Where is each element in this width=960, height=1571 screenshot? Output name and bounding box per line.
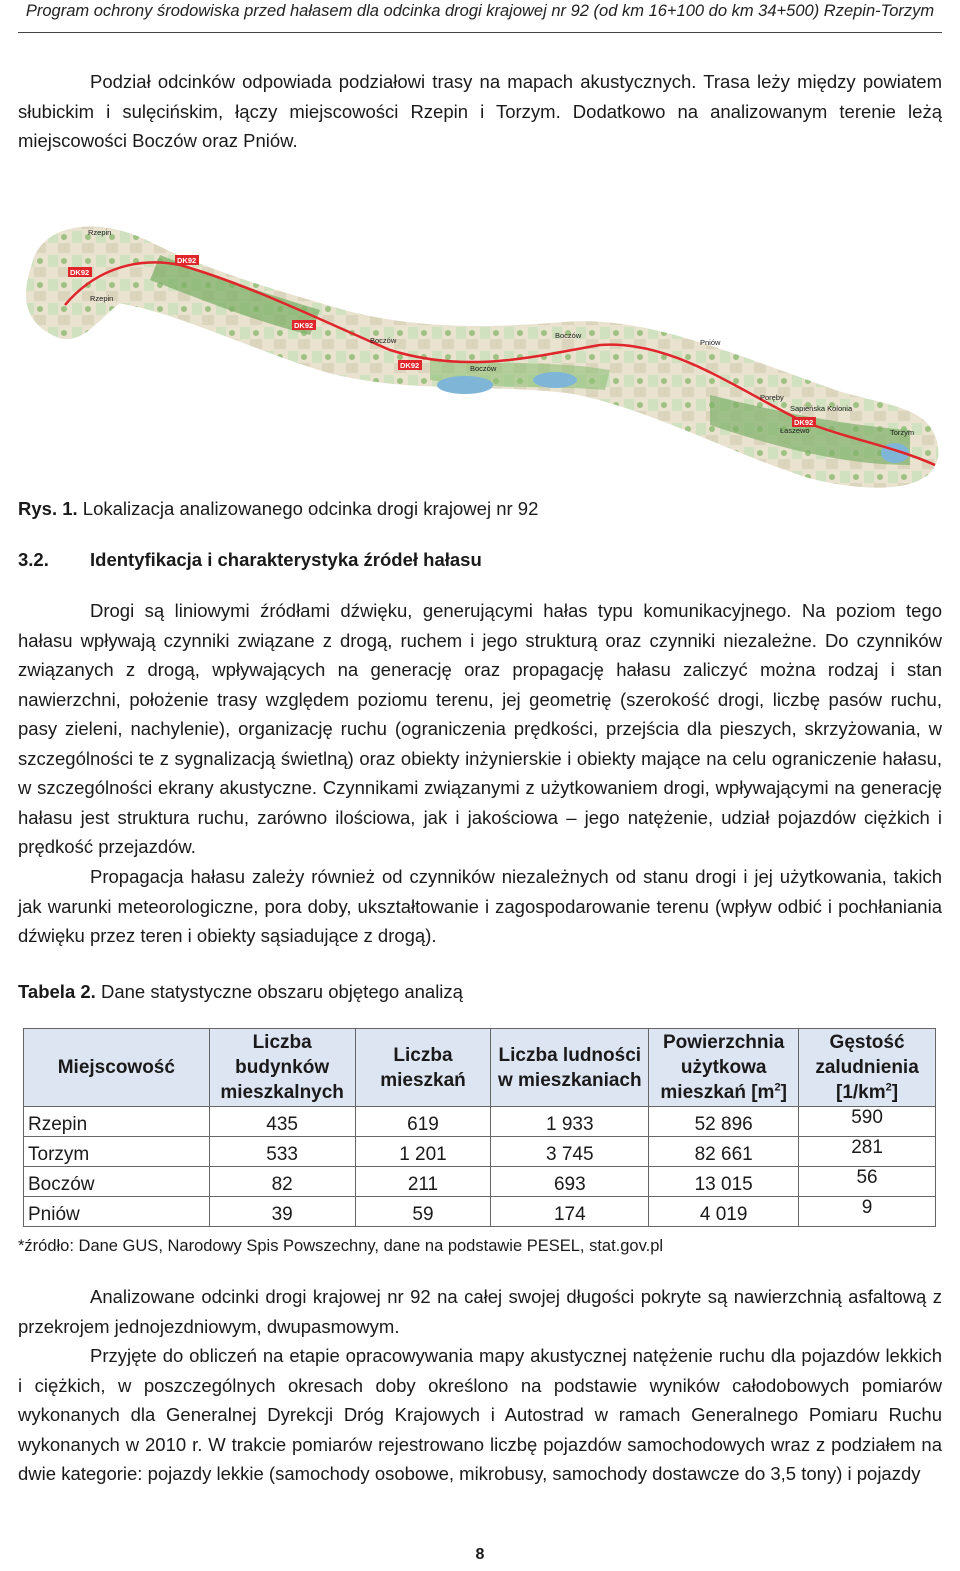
section-number: 3.2. <box>18 549 49 570</box>
header-divider <box>18 32 942 33</box>
body-paragraph: Propagacja hałasu zależy również od czynników niezależnych od stanu drogi i jej użytkowania, takich jak warunki meteorologiczne, pora doby, ukształtowanie i zagospodarowanie terenu (wpływ odbić i pochłaniania dźwięku przez teren i obiekty sąsiadujące z drogą). <box>18 866 942 946</box>
cell-floor-area: 52 896 <box>649 1107 799 1137</box>
table-header-row <box>24 1029 936 1107</box>
cell-dwellings: 59 <box>355 1197 491 1227</box>
page-number: 8 <box>475 1546 485 1563</box>
intro-paragraph: Podział odcinków odpowiada podziałowi trasy na mapach akustycznych. Trasa leży między powiatem słubickim i sulęcińskim, łączy miejscowości Rzepin i Torzym. Dodatkowo na analizowanym terenie leżą miejscowości Boczów oraz Pniów. <box>18 71 942 151</box>
road-shield <box>68 267 92 277</box>
lake <box>437 376 493 394</box>
place-label: Poręby <box>760 393 784 402</box>
cell-population: 3 745 <box>491 1137 649 1167</box>
cell-floor-area: 4 019 <box>649 1197 799 1227</box>
svg-text:DK92: DK92 <box>177 256 197 265</box>
closing-paragraph: Analizowane odcinki drogi krajowej nr 92 na całej swojej długości pokryte są nawierzchnią asfaltową z przekrojem jednojezdniowym, dwupasmowym. <box>18 1286 942 1337</box>
svg-text:DK92: DK92 <box>294 321 314 330</box>
section-title: Identyfikacja i charakterystyka źródeł hałasu <box>90 549 482 570</box>
cell-locality: Torzym <box>24 1137 210 1167</box>
table-source-note: *źródło: Dane GUS, Narodowy Spis Powszechny, dane na podstawie PESEL, stat.gov.pl <box>18 1237 664 1255</box>
cell-locality: Boczów <box>24 1167 210 1197</box>
svg-text:DK92: DK92 <box>400 361 420 370</box>
svg-text:DK92: DK92 <box>794 418 814 427</box>
table-title <box>18 980 463 1004</box>
cell-dwellings: 619 <box>355 1107 491 1137</box>
running-header: Program ochrony środowiska przed hałasem dla odcinka drogi krajowej nr 92 (od km 16+100 do km 34+500) Rzepin-Torzym <box>25 2 935 20</box>
statistics-table <box>23 1028 936 1227</box>
road-shield <box>175 255 199 265</box>
svg-text:DK92: DK92 <box>70 268 90 277</box>
column-header: Liczba ludności w mieszkaniach <box>491 1029 649 1107</box>
cell-dwellings: 1 201 <box>355 1137 491 1167</box>
place-label: Sapieńska Kolonia <box>790 404 853 413</box>
table-label: Tabela 2. <box>18 981 96 1002</box>
cell-buildings: 39 <box>209 1197 355 1227</box>
cell-floor-area: 82 661 <box>649 1137 799 1167</box>
cell-population: 693 <box>491 1167 649 1197</box>
cell-density: 590 <box>799 1107 936 1137</box>
route-map <box>10 195 950 495</box>
road-shield <box>292 320 316 330</box>
column-header: Miejscowość <box>24 1029 210 1107</box>
figure-caption <box>18 497 538 521</box>
table-row <box>24 1137 936 1167</box>
table-title-text: Dane statystyczne obszaru objętego analizą <box>100 981 463 1002</box>
body-paragraph: Drogi są liniowymi źródłami dźwięku, generującymi hałas typu komunikacyjnego. Na poziom tego hałasu wpływają czynniki związane z drogą, ruchem i jego strukturą oraz czynniki niezależne. Do czynników związanych z drogą, wpływających na generację oraz propagację hałasu zaliczyć można rodzaj i stan nawierzchni, położenie trasy względem poziomu terenu, jej geometrię (szerokość drogi, liczbę pasów ruchu, pasy zieleni, nachylenie), organizację ruchu (ograniczenia prędkości, przejścia dla pieszych, skrzyżowania, w szczególności te z sygnalizacją świetlną) oraz obiekty inżynierskie i obiekty mające na celu ograniczenie hałasu, w szczególności ekrany akustyczne. Czynnikami związanymi z użytkowaniem drogi, wpływającymi na generację hałasu jest struktura ruchu, zarówno ilościowa, jak i jakościowa – jego natężenie, udział pojazdów ciężkich i prędkość przejazdów. <box>18 600 942 857</box>
place-label: Boczów <box>470 364 497 373</box>
place-label: Boczów <box>370 336 397 345</box>
road-shield <box>398 360 422 370</box>
place-label: Rzepin <box>90 294 114 303</box>
closing-paragraph: Przyjęte do obliczeń na etapie opracowywania mapy akustycznej natężenie ruchu dla pojazdów lekkich i ciężkich, w poszczególnych okresach doby określono na podstawie wyników całodobowych pomiarów wykonanych dla Generalnej Dyrekcji Dróg Krajowych i Autostrad w ramach Generalnego Pomiaru Ruchu wykonanych w 2010 r. W trakcie pomiarów rejestrowano liczbę pojazdów samochodowych wraz z podziałem na dwie kategorie: pojazdy lekkie (samochody osobowe, mikrobusy, samochody dostawcze do 3,5 tony) i pojazdy <box>18 1345 942 1484</box>
cell-population: 174 <box>491 1197 649 1227</box>
place-label: Rzepin <box>88 228 112 237</box>
column-header: Gęstość zaludnienia $[1/km^2]$ <box>799 1029 936 1107</box>
lake <box>533 372 577 388</box>
figure-label: Rys. 1. <box>18 498 78 519</box>
section-heading <box>18 548 482 572</box>
cell-locality: Pniów <box>24 1197 210 1227</box>
figure-caption-text: Lokalizacja analizowanego odcinka drogi krajowej nr 92 <box>82 498 539 519</box>
cell-density: 281 <box>799 1137 936 1167</box>
column-header: Liczba budynków mieszkalnych <box>209 1029 355 1107</box>
place-label: Łaszewo <box>780 426 810 435</box>
cell-buildings: 533 <box>209 1137 355 1167</box>
cell-floor-area: 13 015 <box>649 1167 799 1197</box>
table-row <box>24 1107 936 1137</box>
cell-population: 1 933 <box>491 1107 649 1137</box>
cell-dwellings: 211 <box>355 1167 491 1197</box>
table-row <box>24 1167 936 1197</box>
cell-buildings: 82 <box>209 1167 355 1197</box>
place-label: Torzym <box>890 428 915 437</box>
place-label: Boczów <box>555 331 582 340</box>
column-header: Powierzchnia użytkowa mieszkań $[m^2]$ <box>649 1029 799 1107</box>
cell-density: 56 <box>799 1167 936 1197</box>
table-row <box>24 1197 936 1227</box>
place-label: Pniów <box>700 338 721 347</box>
cell-locality: Rzepin <box>24 1107 210 1137</box>
column-header: Liczba mieszkań <box>355 1029 491 1107</box>
cell-density: 9 <box>799 1197 936 1227</box>
cell-buildings: 435 <box>209 1107 355 1137</box>
